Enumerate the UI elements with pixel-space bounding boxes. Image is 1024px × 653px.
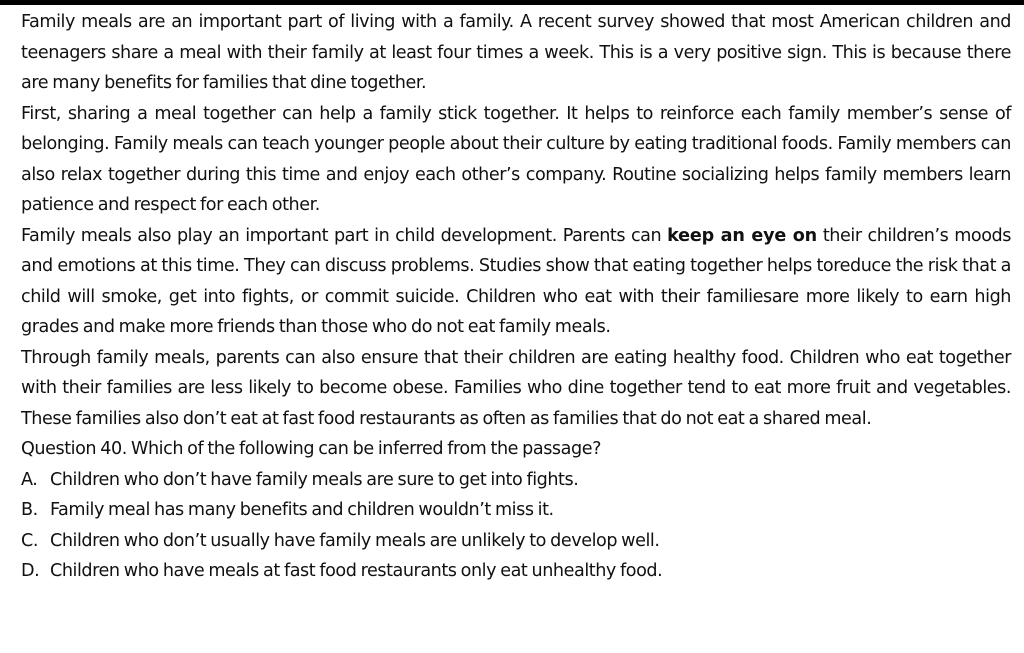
option-c[interactable]	[21, 526, 1011, 557]
option-b-letter: B.	[21, 500, 38, 520]
passage-paragraph-3	[21, 221, 1011, 343]
option-b[interactable]	[21, 495, 1011, 526]
top-border	[0, 0, 1024, 5]
passage-paragraph-1: Family meals are an important part of living with a family. A recent survey showed that most American children and teenagers share a meal with their family at least four times a week. This is a very positive sign. This is because there are many benefits for families that dine together.	[21, 12, 1011, 93]
option-a-letter: A.	[21, 469, 38, 490]
highlighted-phrase: keep an eye on	[667, 225, 817, 246]
passage-paragraph-4: Through family meals, parents can also ensure that their children are eating healthy food. Children who eat together with their families are less likely to become obese. Families who dine together tend to eat more fruit and vegetables. These families also don’t eat at fast food restaurants as often as families that do not eat a shared meal.	[21, 347, 1011, 429]
option-d-text: Children who have meals at fast food restaurants only eat unhealthy food.	[50, 561, 663, 581]
paragraph-3-text-after: their children’s moods and emotions at this time. They can discuss problems. Studies show that eating together helps toreduce the risk that a child will smoke, get into fights, or commit suicide. Children who eat with their familiesare more likely to earn high grades and make more friends than those who do not eat family meals.	[21, 225, 1011, 337]
option-a[interactable]	[21, 465, 1011, 496]
option-c-text: Children who don’t usually have family meals are unlikely to develop well.	[50, 530, 660, 551]
option-b-text: Family meal has many benefits and children wouldn’t miss it.	[50, 500, 554, 520]
passage	[21, 7, 1011, 434]
option-d-letter: D.	[21, 561, 40, 581]
option-d[interactable]	[21, 556, 1011, 587]
option-a-text: Children who don’t have family meals are sure to get into fights.	[50, 469, 579, 490]
paragraph-3-text-before: Family meals also play an important part in child development. Parents can	[21, 225, 668, 246]
answer-options	[21, 465, 1011, 587]
question-stem: Question 40. Which of the following can be inferred from the passage?	[21, 439, 601, 459]
passage-paragraph-2: First, sharing a meal together can help a family stick together. It helps to reinforce each family member’s sense of belonging. Family meals can teach younger people about their culture by eating traditional foods. Family members can also relax together during this time and enjoy each other’s company. Routine socializing helps family members learn patience and respect for each other.	[21, 103, 1011, 215]
document	[21, 7, 1011, 587]
option-c-letter: C.	[21, 530, 38, 551]
